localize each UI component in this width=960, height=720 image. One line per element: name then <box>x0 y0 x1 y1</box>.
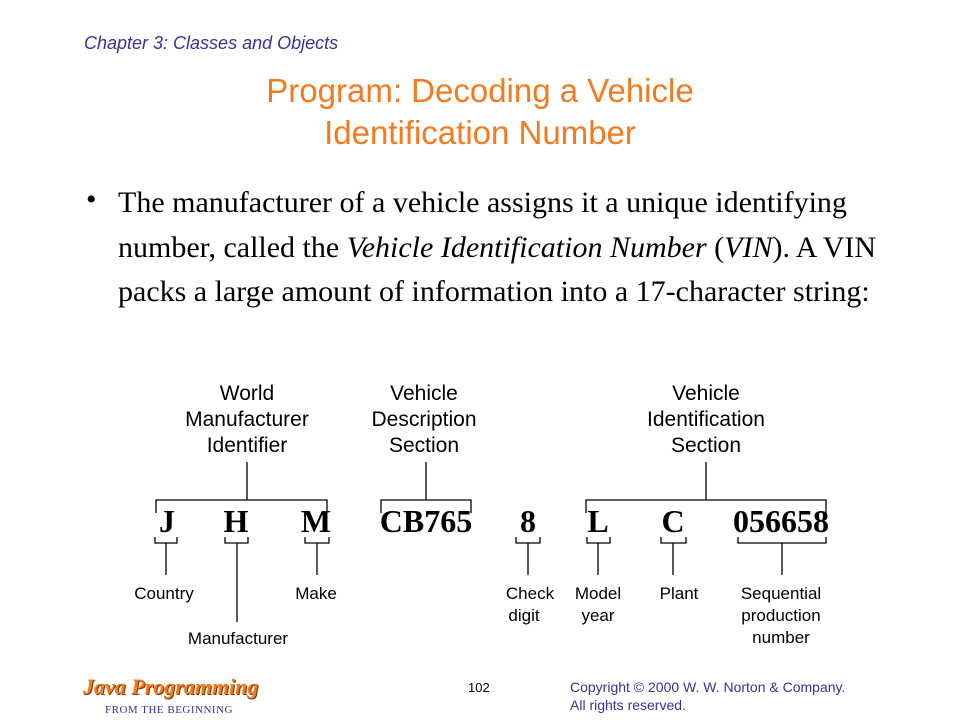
vin-segment-cb765: CB765 <box>379 503 473 539</box>
label-plant: Plant <box>659 584 699 603</box>
footer-brand-logo: Java Programming <box>83 674 259 699</box>
seq-bracket <box>738 537 826 575</box>
label-check-2: digit <box>508 606 540 625</box>
body-italic-vin-name: Vehicle Identification Number <box>346 230 707 264</box>
page-number: 102 <box>468 680 490 695</box>
title-line-2: Identification Number <box>324 114 636 151</box>
label-manufacturer: Manufacturer <box>187 629 289 648</box>
vin-segment-8: 8 <box>520 503 536 539</box>
footer-brand-subtitle: FROM THE BEGINNING <box>105 704 233 716</box>
plant-bracket <box>661 537 686 575</box>
body-text-1: The manufacturer of a vehicle assigns it a unique identifying number, called the <box>118 186 847 264</box>
vds-line-1: Vehicle <box>390 382 458 405</box>
label-check-1: Check <box>505 584 555 603</box>
copyright-notice <box>570 678 900 714</box>
group-heading-vis <box>647 382 765 457</box>
vin-segment-056658: 056658 <box>733 503 829 539</box>
label-make: Make <box>295 584 337 603</box>
group-heading-wmi <box>185 382 309 457</box>
label-seq-3: number <box>752 628 810 647</box>
vin-segment-j: J <box>159 503 175 539</box>
vds-line-2: Description <box>371 408 477 431</box>
model-bracket <box>587 537 610 575</box>
title-line-1: Program: Decoding a Vehicle <box>266 72 694 109</box>
check-bracket <box>516 537 540 575</box>
make-bracket <box>305 537 329 575</box>
label-seq-1: Sequential <box>740 584 822 603</box>
manufacturer-bracket <box>225 537 248 622</box>
chapter-header: Chapter 3: Classes and Objects <box>84 33 339 53</box>
body-text-3: ). A VIN packs a large amount of information into a 17-character string: <box>118 230 877 308</box>
label-country: Country <box>134 584 194 603</box>
group-heading-vds <box>371 382 476 457</box>
wmi-line-3: Identifier <box>206 434 288 457</box>
wmi-line-1: World <box>219 382 275 405</box>
vis-line-2: Identification <box>647 408 765 431</box>
wmi-line-2: Manufacturer <box>185 408 309 431</box>
label-model-2: year <box>581 606 615 625</box>
country-bracket <box>155 537 177 575</box>
copyright-line-1: Copyright © 2000 W. W. Norton & Company. <box>570 679 846 695</box>
vin-characters <box>159 503 829 539</box>
copyright-line-2: All rights reserved. <box>570 697 686 713</box>
label-seq-2: production <box>741 606 821 625</box>
body-italic-vin: VIN <box>724 230 773 264</box>
vis-line-1: Vehicle <box>672 382 740 405</box>
bottom-brackets <box>155 537 826 622</box>
vis-line-3: Section <box>670 434 742 457</box>
vin-segment-m: M <box>300 503 332 539</box>
top-brackets <box>156 462 826 513</box>
body-text-2: ( <box>706 230 725 264</box>
vin-segment-l: L <box>587 503 609 539</box>
bullet-marker: • <box>86 183 97 216</box>
vds-line-3: Section <box>388 434 460 457</box>
vin-segment-c: C <box>661 503 685 539</box>
vin-segment-h: H <box>223 503 249 539</box>
label-model-1: Model <box>574 584 622 603</box>
